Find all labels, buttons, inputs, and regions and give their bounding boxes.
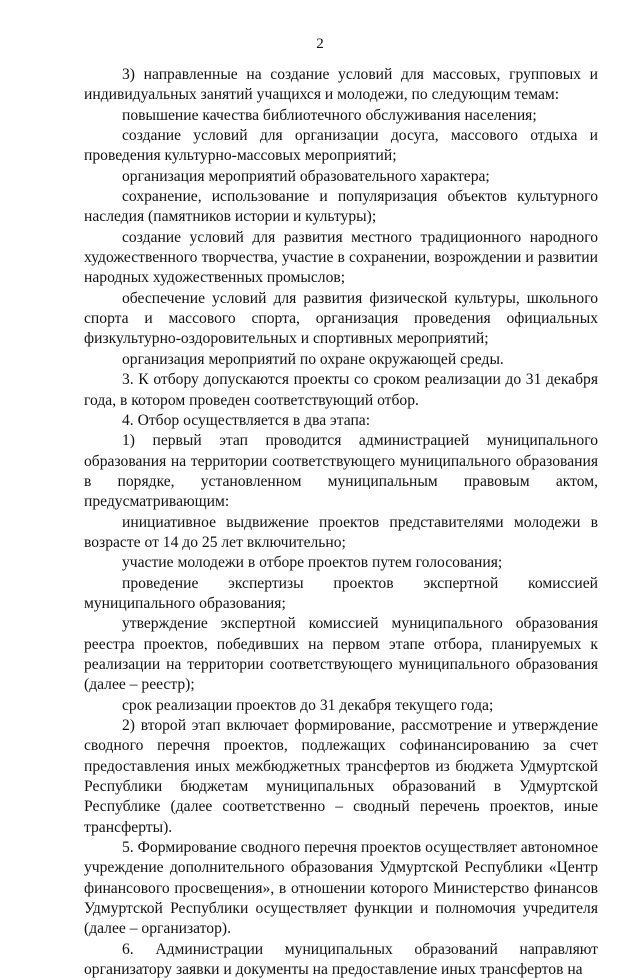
- paragraph-implementation-deadline: срок реализации проектов до 31 декабря текущего года;: [122, 696, 494, 714]
- paragraph-second-stage: 2) второй этап включает формирование, рассмотрение и утверждение сводного перечня проектов, подлежащих софинансированию за счет предоставления иных межбюджетных трансфертов из бюджета Удмуртской Республики бюджетам муниципальных образований в Удмуртской Республике (далее соответственно – сводный перечень проектов, иные трансферты).: [84, 717, 598, 836]
- paragraph-folk-art: создание условий для развития местного традиционного народного художественного творчества, участие в сохранении, возрождении и развитии народных художественных промыслов;: [84, 228, 598, 287]
- paragraph-youth-nomination: инициативное выдвижение проектов представителями молодежи в возрасте от 14 до 25 лет включительно;: [84, 513, 598, 551]
- paragraph-educational-events: организация мероприятий образовательного характера;: [122, 167, 490, 185]
- paragraph-environment: организация мероприятий по охране окружающей среды.: [122, 350, 504, 368]
- paragraph-leisure: создание условий для организации досуга, массового отдыха и проведения культурно-массовых мероприятий;: [84, 127, 598, 165]
- paragraph-4-stages: 4. Отбор осуществляется в два этапа:: [122, 411, 371, 429]
- paragraph-youth-voting: участие молодежи в отборе проектов путем голосования;: [122, 554, 503, 572]
- document-body: [84, 65, 598, 980]
- page-number: 2: [316, 36, 324, 52]
- paragraph-first-stage: 1) первый этап проводится администрацией муниципального образования на территории соответствующего муниципального образования в порядке, установленном муниципальным правовым актом, предусматривающим:: [84, 432, 598, 511]
- paragraph-cultural-heritage: сохранение, использование и популяризация объектов культурного наследия (памятников истории и культуры);: [84, 188, 598, 226]
- paragraph-registry-approval: утверждение экспертной комиссией муниципального образования реестра проектов, победивших на первом этапе отбора, планируемых к реализации на территории соответствующего муниципального образования (далее – реестр);: [84, 615, 598, 694]
- paragraph-expert-review: проведение экспертизы проектов экспертной комиссией муниципального образования;: [84, 574, 598, 612]
- paragraph-6-applications: 6. Администрации муниципальных образований направляют организатору заявки и документы на предоставление иных трансфертов на: [84, 940, 598, 979]
- paragraph-5-organizer: 5. Формирование сводного перечня проектов осуществляет автономное учреждение дополнительного образования Удмуртской Республики «Центр финансового просвещения», в отношении которого Министерство финансов Удмуртской Республики осуществляет функции и полномочия учредителя (далее – организатор).: [84, 839, 598, 938]
- paragraph-3-intro: 3) направленные на создание условий для массовых, групповых и индивидуальных занятий учащихся и молодежи, по следующим темам:: [84, 66, 598, 104]
- paragraph-sport: обеспечение условий для развития физической культуры, школьного спорта и массового спорта, организация проведения официальных физкультурно-оздоровительных и спортивных мероприятий;: [84, 289, 598, 348]
- paragraph-library-service: повышение качества библиотечного обслуживания населения;: [122, 106, 537, 124]
- paragraph-3-deadline: 3. К отбору допускаются проекты со сроком реализации до 31 декабря года, в котором проведен соответствующий отбор.: [84, 371, 598, 409]
